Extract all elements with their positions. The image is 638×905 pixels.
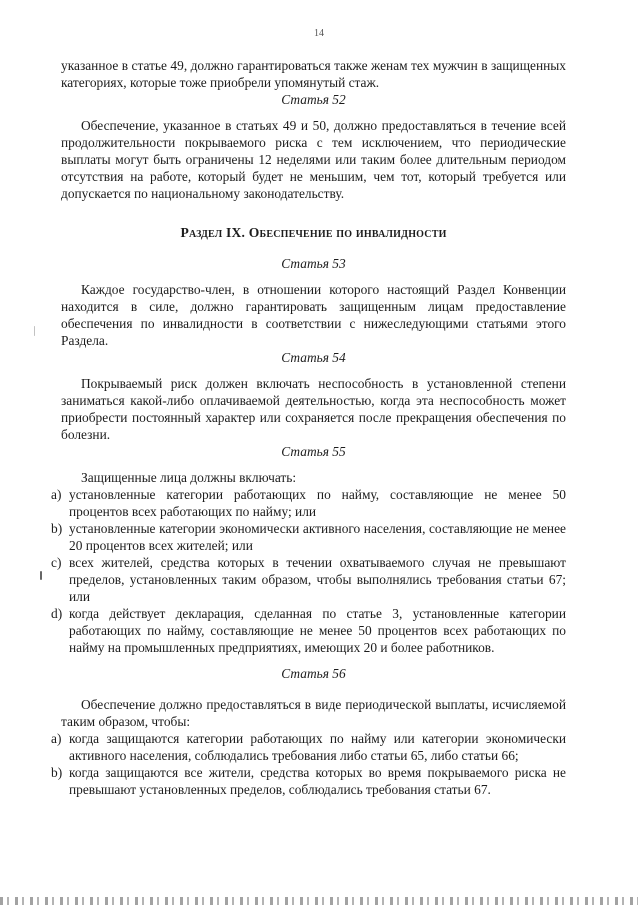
- article-54-text: Покрываемый риск должен включать неспособность в установленной степени заниматься какой-либо оплачиваемой деятельностью, когда эта неспособность может приобрести постоянный характер или сохраняется после прекращения обеспечения по болезни.: [61, 376, 566, 442]
- list-marker: b): [51, 521, 63, 536]
- article-55-heading: Статья 55: [281, 444, 346, 459]
- article-53-text: Каждое государство-член, в отношении которого настоящий Раздел Конвенции находится в силе, должно гарантировать защищенным лицам предоставление обеспечения по инвалидности в соответствии с нижеследующими статьями этого Раздела.: [61, 282, 566, 348]
- list-item: [51, 520, 566, 554]
- list-item: [51, 486, 566, 520]
- article-53-heading: Статья 53: [281, 256, 346, 271]
- article-55-list: [51, 486, 566, 656]
- list-item: [51, 730, 566, 764]
- scan-speck: [34, 326, 35, 336]
- list-item-text: когда защищаются категории работающих по найму или категории экономически активного населения, соблюдались требования либо статьи 65, либо статьи 66;: [69, 731, 566, 763]
- scan-speck: [40, 571, 42, 580]
- list-item-text: когда защищаются все жители, средства которых во время покрываемого риска не превышают установленных пределов, соблюдались требования статьи 67.: [69, 765, 566, 797]
- list-item: [51, 605, 566, 656]
- article-56-list: [51, 730, 566, 798]
- list-marker: c): [51, 555, 62, 570]
- list-marker: b): [51, 765, 63, 780]
- list-item-text: установленные категории работающих по найму, составляющие не менее 50 процентов всех работающих по найму; или: [69, 487, 566, 519]
- article-56-intro: Обеспечение должно предоставляться в виде периодической выплаты, исчисляемой таким образом, чтобы:: [61, 697, 566, 729]
- list-item-text: когда действует декларация, сделанная по статье 3, установленные категории работающих по найму, составляющие не менее 50 процентов всех работающих по найму на промышленных предприятиях, имеющих 20 и более работников.: [69, 606, 566, 655]
- list-item-text: установленные категории экономически активного населения, составляющие не менее 20 процентов всех жителей; или: [69, 521, 566, 553]
- list-item-text: всех жителей, средства которых в течении охватываемого случая не превышают пределов, установленных таким образом, чтобы выполнялись требования статьи 67; или: [69, 555, 566, 604]
- article-55-intro: Защищенные лица должны включать:: [81, 470, 297, 485]
- article-52-heading: Статья 52: [281, 92, 346, 107]
- document-body: [51, 57, 566, 798]
- list-item: [51, 764, 566, 798]
- list-marker: a): [51, 731, 62, 746]
- list-marker: a): [51, 487, 62, 502]
- article-54-heading: Статья 54: [281, 350, 346, 365]
- page-number: 14: [314, 28, 324, 39]
- scan-edge-noise: [0, 897, 638, 905]
- paragraph-continued: указанное в статье 49, должно гарантироваться также женам тех мужчин в защищенных категориях, которые тоже приобрели упомянутый стаж.: [61, 58, 566, 90]
- section-heading: Раздел IX. Обеспечение по инвалидности: [180, 225, 447, 240]
- list-marker: d): [51, 606, 63, 621]
- article-52-text: Обеспечение, указанное в статьях 49 и 50, должно предоставляться в течение всей продолжительности покрываемого риска с тем исключением, что периодические выплаты могут быть ограничены 12 неделями или таким более длительным периодом отсутствия на работе, который будет не меньшим, чем тот, который требуется или допускается по национальному законодательству.: [61, 118, 566, 201]
- article-56-heading: Статья 56: [281, 666, 346, 681]
- list-item: [51, 554, 566, 605]
